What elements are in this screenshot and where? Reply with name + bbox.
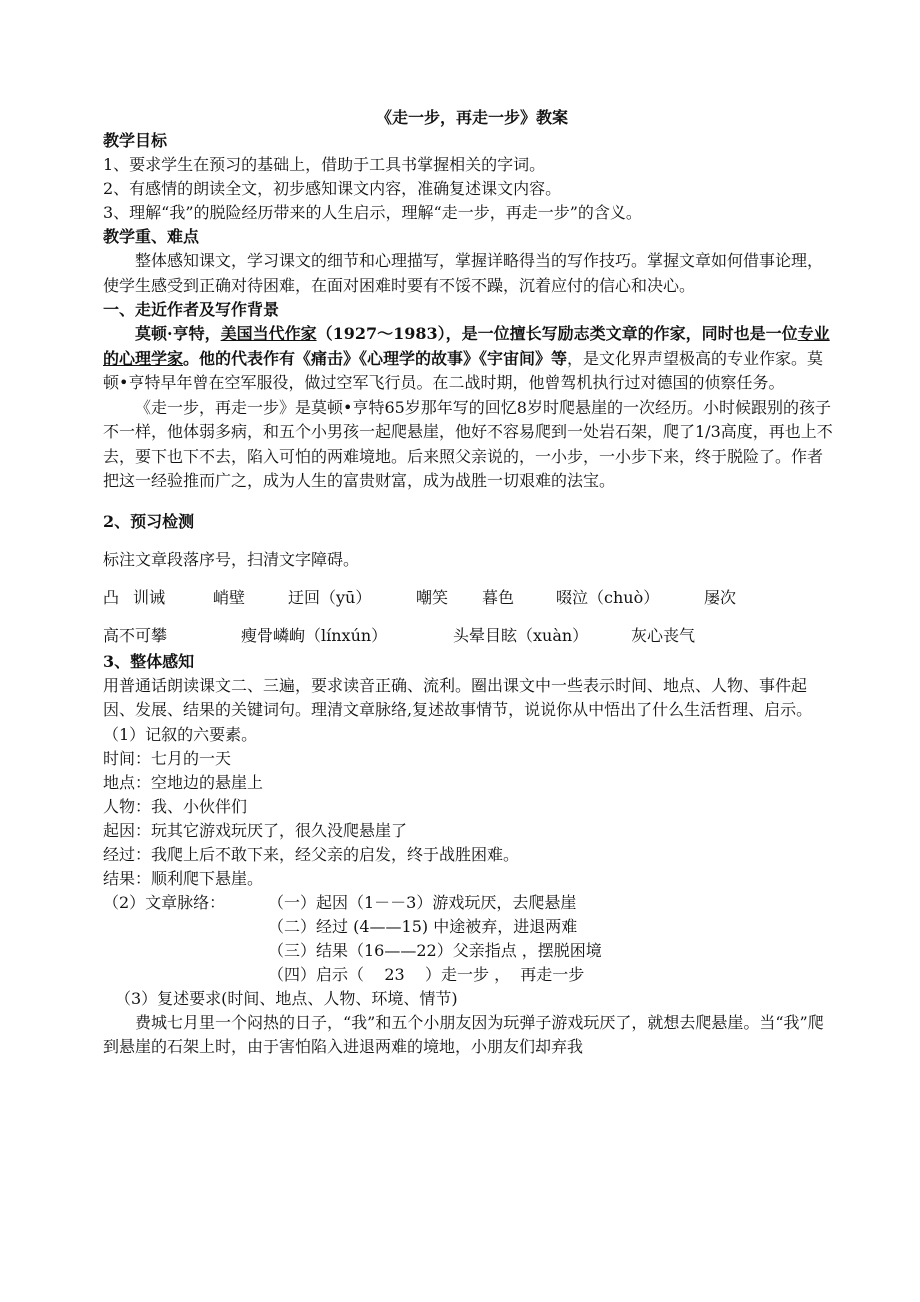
vocab-word: 峭壁 [213, 587, 246, 607]
author-desc: （1927～1983），是一位擅长写励志类文章的作家，同时也是一位 [316, 324, 798, 343]
retell-text: 费城七月里一个闷热的日子，“我”和五个小朋友因为玩弹子游戏玩厌了，就想去爬悬崖。当“我”爬到悬崖的石架上时，由于害怕陷入进退两难的境地，小朋友们却弃我 [103, 1012, 824, 1056]
objective-item: 2、有感情的朗读全文，初步感知课文内容，准确复述课文内容。 [103, 179, 562, 198]
vocab-word: 灰心丧气 [631, 625, 696, 645]
objectives-heading: 教学目标 [103, 131, 168, 150]
preview-instruction: 标注文章段落序号，扫清文字障碍。 [103, 549, 360, 569]
structure-item: （二）经过 (4——15) 中途被弃，进退两难 [268, 916, 578, 936]
page-title: 《走一步，再走一步》教案 [375, 108, 568, 127]
element-item: 起因：玩其它游戏玩厌了，很久没爬悬崖了 [103, 820, 408, 840]
vocab-word: 训诫 [133, 587, 166, 607]
vocab-word: 凸 [103, 587, 120, 607]
element-item: 结果：顺利爬下悬崖。 [103, 868, 264, 888]
element-item: 地点：空地边的悬崖上 [103, 772, 264, 792]
section1-heading: 一、走近作者及写作背景 [103, 300, 280, 319]
structure-item: （三）结果（16——22）父亲指点 ，摆脱困境 [268, 940, 602, 960]
retell-title: （3）复述要求(时间、地点、人物、环境、情节) [115, 988, 458, 1008]
objective-item: 3、理解“我”的脱险经历带来的人生启示，理解“走一步，再走一步”的含义。 [103, 203, 642, 222]
structure-row [103, 915, 833, 939]
author-profession: 专业的心理学家 [103, 324, 830, 368]
author-name: 莫顿·亨特， [135, 324, 221, 343]
author-works: 。他的代表作有《痛击》《心理学的故事》《宇宙间》等 [183, 348, 568, 368]
section3-heading: 3、整体感知 [103, 651, 195, 671]
structure-label: （2）文章脉络： [103, 892, 226, 912]
author-paragraph [103, 322, 833, 396]
vocab-word: 高不可攀 [103, 625, 168, 645]
document-page [103, 107, 833, 1060]
vocab-word: 暮色 [482, 587, 515, 607]
vocab-word: 屡次 [704, 587, 737, 607]
structure-row [103, 963, 833, 987]
section3-intro: 用普通话朗读课文二、三遍，要求读音正确、流利。圈出课文中一些表示时间、地点、人物、事件起因、发展、结果的关键词句。理清文章脉络,复述故事情节，说说你从中悟出了什么生活哲理、启示。 [103, 675, 813, 719]
author-nationality: 美国当代作家 [220, 324, 317, 343]
element-item: 时间：七月的一天 [103, 748, 232, 768]
objective-item: 1、要求学生在预习的基础上，借助于工具书掌握相关的字词。 [103, 155, 546, 174]
element-item: 人物：我、小伙伴们 [103, 796, 248, 816]
vocab-row-2 [103, 624, 833, 648]
structure-row [103, 891, 833, 915]
background-paragraph: 《走一步，再走一步》是莫顿•亨特65岁那年写的回忆8岁时爬悬崖的一次经历。小时候跟别的孩子不一样，他体弱多病，和五个小男孩一起爬悬崖，他好不容易爬到一处岩石架，爬了1/3高度，再也上不去，要下也下不去，陷入可怕的两难境地。后来照父亲说的，一小步，一小步下来，终于脱险了。作者把这一经验推而广之，成为人生的富贵财富，成为战胜一切艰难的法宝。 [103, 397, 833, 490]
structure-item: （四）启示（ 23 ）走一步 ， 再走一步 [268, 964, 585, 984]
section2-heading: 2、预习检测 [103, 511, 195, 531]
keypoints-text: 整体感知课文，学习课文的细节和心理描写，掌握详略得当的写作技巧。掌握文章如何借事论理，使学生感受到正确对待困难，在面对困难时要有不馁不躁，沉着应付的信心和决心。 [103, 251, 824, 295]
vocab-word: 嘲笑 [416, 587, 449, 607]
author-bio: ，是文化界声望极高的专业作家。莫顿•亨特早年曾在空军服役，做过空军飞行员。在二战时期，他曾驾机执行过对德国的侦察任务。 [103, 348, 824, 392]
vocab-word: 迂回（yū） [288, 587, 372, 607]
element-item: 经过：我爬上后不敢下来，经父亲的启发，终于战胜困难。 [103, 844, 520, 864]
vocab-word: 啜泣（chuò） [556, 587, 660, 607]
six-elements-title: （1）记叙的六要素。 [103, 724, 258, 744]
vocab-word: 瘦骨嶙峋（línxún） [241, 625, 388, 645]
vocab-word: 头晕目眩（xuàn） [453, 625, 589, 645]
vocab-row-1 [103, 586, 833, 610]
structure-item: （一）起因（1－－3）游戏玩厌，去爬悬崖 [268, 892, 577, 912]
structure-row [103, 939, 833, 963]
keypoints-heading: 教学重、难点 [103, 227, 200, 246]
